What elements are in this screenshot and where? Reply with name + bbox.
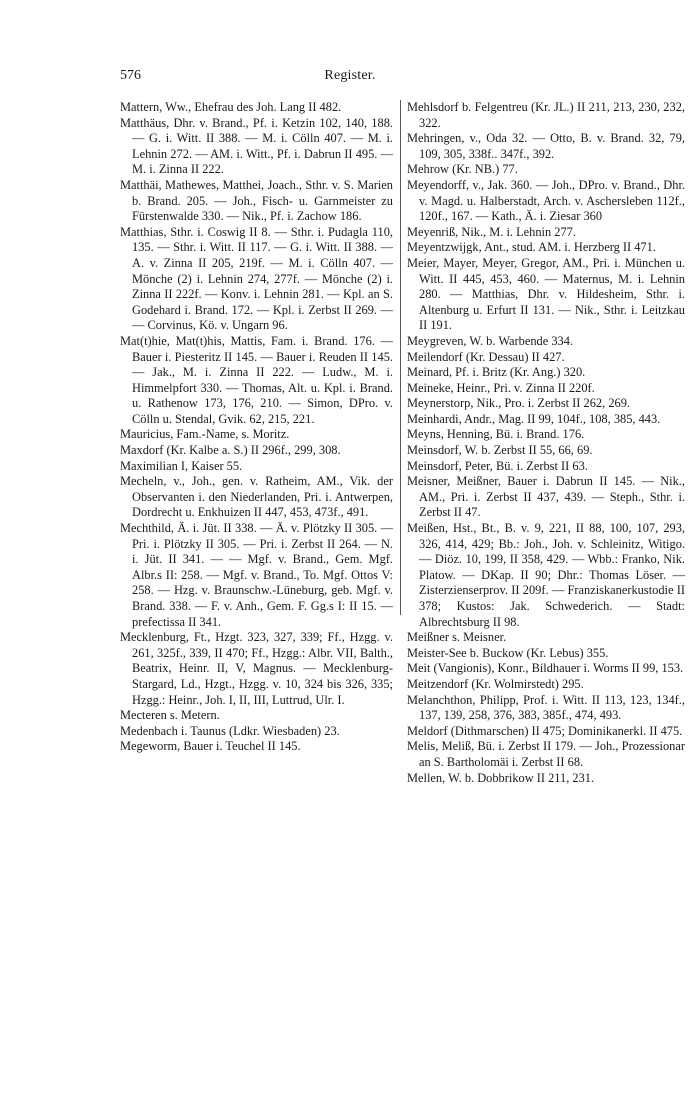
index-entry: Meißner s. Meisner. <box>407 630 507 645</box>
index-entry: Meineke, Heinr., Pri. v. Zinna II 220f. <box>407 380 595 395</box>
index-entry: Maximilian I, Kaiser 55. <box>120 458 243 473</box>
index-entry: Mauricius, Fam.-Name, s. Moritz. <box>120 427 290 442</box>
index-entry: Mechthild, Ä. i. Jüt. II 338. — Ä. v. Plötzky II 305. — Pri. i. Plötzky II 305. — Pri. i. Zerbst II 264. — N. i. Jüt. II 341. — — Mgf. v. Brand., Gem. Mgf. Albr.s II: 258. — Mgf. v. Brand., To. Mgf. Ottos V: 258. — Hzg. v. Braunschw.-Lüneburg, geb. Mgf. v. Brand. 338. — F. v. Anh., Gem. F. Gg.s I: II 15. — prefectissa II 341. <box>120 521 393 629</box>
index-entry: Meitzendorf (Kr. Wolmirstedt) 295. <box>407 676 584 691</box>
index-entry: Meygreven, W. b. Warbende 334. <box>407 333 574 348</box>
index-entry: Meißen, Hst., Bt., B. v. 9, 221, II 88, 100, 107, 293, 326, 414, 429; Bb.: Joh., Joh. v. Schleinitz, Witigo. — Diöz. 10, 199, II 358, 429. — Wbb.: Franko, Nik. Platow. — DKap. II 90; Dhr.: Thomas Löser. — Zisterzienserprov. II 209f. — Franziskanerkustodie II 378; Kustos: Jak. Schwederich. — Stadt: Albrechtsburg II 98. <box>407 521 685 629</box>
index-entry: Mecklenburg, Ft., Hzgt. 323, 327, 339; Ff., Hzgg. v. 261, 325f., 339, II 470; Ff., Hzgg.: Albr. VII, Balth., Beatrix, Heinr. II, V, Magnus. — Mecklenburg-Stargard, Ld., Hzgt., Hzgg. v. 10, 324 bis 326, 335; Hzgg.: Heinr., Joh. I, II, III, Luttrud, Ulr. I. <box>120 630 393 707</box>
index-entry: Meyenriß, Nik., M. i. Lehnin 277. <box>407 224 576 239</box>
index-entry: Meyentzwijgk, Ant., stud. AM. i. Herzberg II 471. <box>407 240 656 255</box>
index-entry: Megeworm, Bauer i. Teuchel II 145. <box>120 739 301 754</box>
index-entry: Mehlsdorf b. Felgentreu (Kr. JL.) II 211, 213, 230, 232, 322. <box>407 100 685 130</box>
index-entry: Mehringen, v., Oda 32. — Otto, B. v. Brand. 32, 79, 109, 305, 338f.. 347f., 392. <box>407 131 685 161</box>
column-divider <box>400 100 401 615</box>
index-entry: Meynerstorp, Nik., Pro. i. Zerbst II 262, 269. <box>407 396 631 411</box>
index-entry: Mattern, Ww., Ehefrau des Joh. Lang II 482. <box>120 100 342 114</box>
index-entry: Mecheln, v., Joh., gen. v. Ratheim, AM., Vik. der Observanten i. den Niederlanden, Pri. i. Antwerpen, Dordrecht u. Enkhuizen II 447, 453, 473f., 491. <box>120 474 393 520</box>
index-entry: Meldorf (Dithmarschen) II 475; Dominikanerkl. II 475. <box>407 723 683 738</box>
index-entry: Meinsdorf, Peter, Bü. i. Zerbst II 63. <box>407 458 588 473</box>
index-entry: Meinard, Pf. i. Britz (Kr. Ang.) 320. <box>407 365 586 380</box>
running-head: Register. <box>324 68 376 83</box>
left-column <box>120 100 393 755</box>
index-entry: Meisner, Meißner, Bauer i. Dabrun II 145. — Nik., AM., Pri. i. Zerbst II 437, 439. — Steph., Sthr. i. Zerbst II 47. <box>407 474 685 520</box>
index-entry: Melis, Meliß, Bü. i. Zerbst II 179. — Joh., Prozessionar an S. Bartholomäi i. Zerbst II 68. <box>407 739 685 769</box>
index-entry: Mecteren s. Metern. <box>120 708 220 723</box>
index-entry: Mat(t)hie, Mat(t)his, Mattis, Fam. i. Brand. 176. — Bauer i. Piesteritz II 145. — Bauer i. Reuden II 145. — Jak., M. i. Zinna II 222. — Ludw., M. i. Himmelpfort 330. — Thomas, Alt. u. Kpl. i. Brand. u. Rathenow 173, 176, 210. — Simon, DPro. v. Cölln u. Stendal, Gvik. 62, 215, 221. <box>120 333 393 426</box>
page-header <box>120 68 580 88</box>
index-entry: Matthäus, Dhr. v. Brand., Pf. i. Ketzin 102, 140, 188. — G. i. Witt. II 388. — M. i. Cölln 407. — M. i. Lehnin 272. — AM. i. Witt., Pf. i. Dabrun II 495. — M. i. Zinna II 222. <box>120 115 393 177</box>
index-entry: Melanchthon, Philipp, Prof. i. Witt. II 113, 123, 134f., 137, 139, 258, 376, 383, 385f., 474, 493. <box>407 692 685 723</box>
index-entry: Matthias, Sthr. i. Coswig II 8. — Sthr. i. Pudagla 110, 135. — Sthr. i. Witt. II 117. — G. i. Witt. II 388. — A. v. Zinna II 205, 219f. — M. i. Cölln 407. — Mönche (2) i. Lehnin 274, 277f. — Mönche (2) i. Zinna II 222f. — Konv. i. Lehnin 281. — Kpl. an S. Godehard i. Brand. 172. — Kpl. i. Zerbst II 269. — — Corvinus, Kö. v. Ungarn 96. <box>120 224 393 333</box>
index-entry: Meinsdorf, W. b. Zerbst II 55, 66, 69. <box>407 443 593 458</box>
index-entry: Medenbach i. Taunus (Ldkr. Wiesbaden) 23. <box>120 723 340 738</box>
index-entry: Mellen, W. b. Dobbrikow II 211, 231. <box>407 770 595 785</box>
index-entry: Meier, Mayer, Meyer, Gregor, AM., Pri. i. München u. Witt. II 445, 453, 460. — Maternus, M. i. Lehnin 280. — Matthias, Dhr. v. Hildesheim, Sthr. i. Altenburg u. Erfurt II 131. — Nik., Sthr. i. Leitzkau II 191. <box>407 255 685 333</box>
index-entry: Matthäi, Mathewes, Matthei, Joach., Sthr. v. S. Marien b. Brand. 205. — Joh., Fisch- u. Garnmeister zu Fürstenwalde 330. — Nik., Pf. i. Zachow 186. <box>120 177 393 224</box>
index-entry: Mehrow (Kr. NB.) 77. <box>407 162 518 177</box>
index-entry: Meister-See b. Buckow (Kr. Lebus) 355. <box>407 645 609 660</box>
index-columns <box>120 100 700 1100</box>
right-column <box>407 100 685 786</box>
index-entry: Meinhardi, Andr., Mag. II 99, 104f., 108, 385, 443. <box>407 411 661 426</box>
index-entry: Meilendorf (Kr. Dessau) II 427. <box>407 349 565 364</box>
page-number: 576 <box>120 68 141 83</box>
index-entry: Meyendorff, v., Jak. 360. — Joh., DPro. v. Brand., Dhr. v. Magd. u. Halberstadt, Arch. v. Aschersleben 112f., 120f., 167. — Kath., Ä. i. Ziesar 360 <box>407 177 685 224</box>
index-entry: Meit (Vangionis), Konr., Bildhauer i. Worms II 99, 153. <box>407 661 684 676</box>
index-entry: Meyns, Henning, Bü. i. Brand. 176. <box>407 427 585 442</box>
index-entry: Maxdorf (Kr. Kalbe a. S.) II 296f., 299, 308. <box>120 443 341 458</box>
